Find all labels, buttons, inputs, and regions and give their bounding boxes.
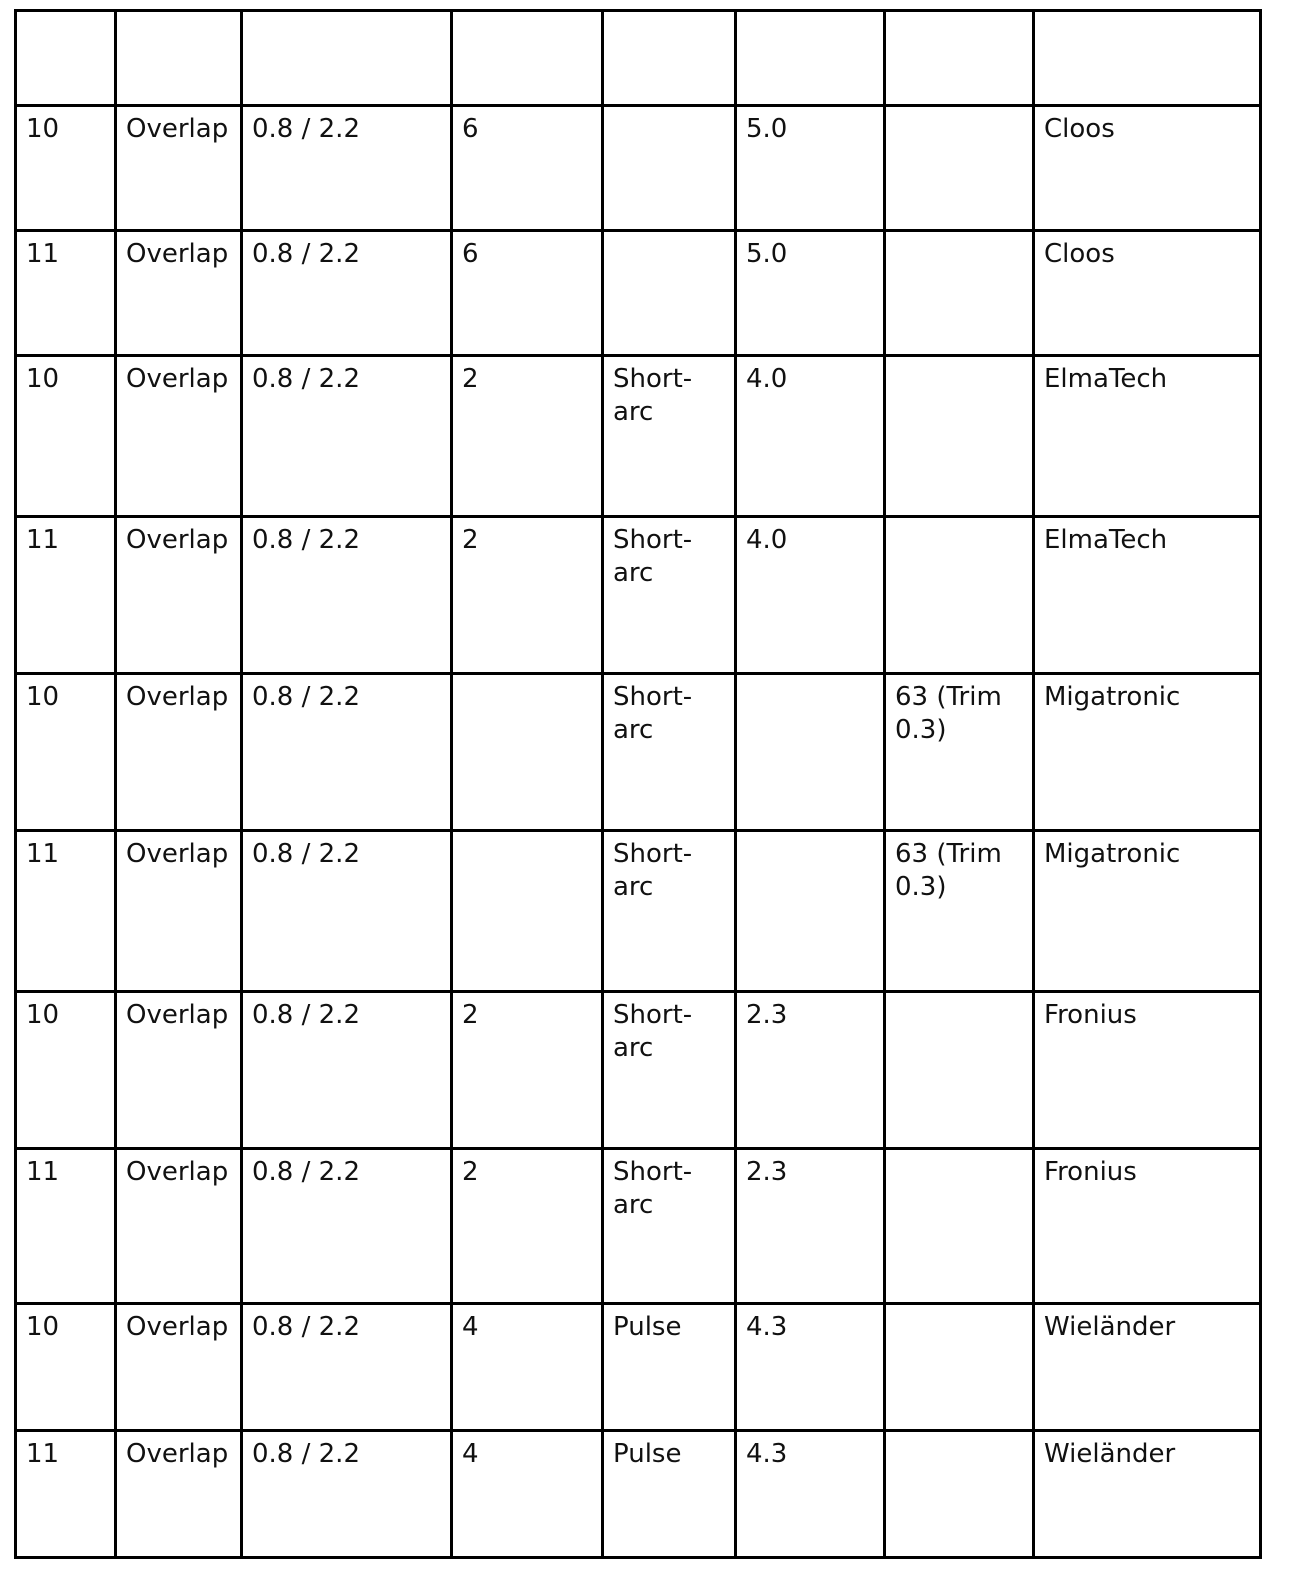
cell-manufacturer: Fronius <box>1034 992 1261 1149</box>
cell-thickness: 0.8 / 2.2 <box>242 106 452 231</box>
cell-manufacturer: Migatronic <box>1034 674 1261 831</box>
cell-program <box>885 106 1034 231</box>
cell-setting <box>452 674 603 831</box>
table-row <box>16 831 1261 992</box>
cell-manufacturer: Wieländer <box>1034 1304 1261 1431</box>
cell-program <box>885 356 1034 517</box>
header-cell <box>1034 11 1261 106</box>
table-row <box>16 1431 1261 1558</box>
cell-value: 5.0 <box>736 231 885 356</box>
cell-process <box>603 231 736 356</box>
data-table <box>14 9 1262 1559</box>
cell-thickness: 0.8 / 2.2 <box>242 1431 452 1558</box>
cell-process: Pulse <box>603 1431 736 1558</box>
cell-joint: Overlap <box>116 831 242 992</box>
header-cell <box>603 11 736 106</box>
header-row <box>16 11 1261 106</box>
cell-joint: Overlap <box>116 674 242 831</box>
cell-process: Pulse <box>603 1304 736 1431</box>
cell-value: 2.3 <box>736 992 885 1149</box>
cell-id: 10 <box>16 992 116 1149</box>
cell-thickness: 0.8 / 2.2 <box>242 231 452 356</box>
cell-program <box>885 231 1034 356</box>
cell-value: 5.0 <box>736 106 885 231</box>
cell-id: 11 <box>16 517 116 674</box>
cell-id: 11 <box>16 1431 116 1558</box>
cell-program <box>885 1431 1034 1558</box>
table-row <box>16 1304 1261 1431</box>
table-row <box>16 106 1261 231</box>
cell-thickness: 0.8 / 2.2 <box>242 831 452 992</box>
cell-manufacturer: ElmaTech <box>1034 356 1261 517</box>
cell-value: 4.3 <box>736 1304 885 1431</box>
cell-joint: Overlap <box>116 356 242 517</box>
cell-thickness: 0.8 / 2.2 <box>242 674 452 831</box>
cell-value: 2.3 <box>736 1149 885 1304</box>
cell-thickness: 0.8 / 2.2 <box>242 992 452 1149</box>
cell-setting: 6 <box>452 231 603 356</box>
header-cell <box>116 11 242 106</box>
table-row <box>16 674 1261 831</box>
header-cell <box>452 11 603 106</box>
cell-setting: 2 <box>452 517 603 674</box>
cell-id: 10 <box>16 1304 116 1431</box>
cell-thickness: 0.8 / 2.2 <box>242 517 452 674</box>
cell-manufacturer: Cloos <box>1034 231 1261 356</box>
table-row <box>16 356 1261 517</box>
cell-program: 63 (Trim 0.3) <box>885 674 1034 831</box>
cell-program <box>885 1149 1034 1304</box>
cell-value <box>736 831 885 992</box>
cell-thickness: 0.8 / 2.2 <box>242 1304 452 1431</box>
cell-joint: Overlap <box>116 231 242 356</box>
cell-process: Short-arc <box>603 1149 736 1304</box>
cell-setting: 4 <box>452 1431 603 1558</box>
cell-value: 4.0 <box>736 517 885 674</box>
cell-setting: 2 <box>452 356 603 517</box>
cell-id: 11 <box>16 831 116 992</box>
cell-process: Short-arc <box>603 831 736 992</box>
cell-manufacturer: Wieländer <box>1034 1431 1261 1558</box>
cell-id: 10 <box>16 356 116 517</box>
cell-setting: 2 <box>452 1149 603 1304</box>
cell-program: 63 (Trim 0.3) <box>885 831 1034 992</box>
table-row <box>16 517 1261 674</box>
cell-joint: Overlap <box>116 1431 242 1558</box>
table-row <box>16 1149 1261 1304</box>
cell-setting: 6 <box>452 106 603 231</box>
cell-setting <box>452 831 603 992</box>
cell-joint: Overlap <box>116 106 242 231</box>
cell-id: 11 <box>16 231 116 356</box>
cell-process: Short-arc <box>603 674 736 831</box>
header-cell <box>736 11 885 106</box>
table-row <box>16 992 1261 1149</box>
cell-value: 4.3 <box>736 1431 885 1558</box>
cell-joint: Overlap <box>116 992 242 1149</box>
cell-value <box>736 674 885 831</box>
cell-joint: Overlap <box>116 517 242 674</box>
cell-thickness: 0.8 / 2.2 <box>242 356 452 517</box>
header-cell <box>242 11 452 106</box>
cell-manufacturer: Cloos <box>1034 106 1261 231</box>
header-cell <box>16 11 116 106</box>
header-cell <box>885 11 1034 106</box>
cell-program <box>885 992 1034 1149</box>
cell-manufacturer: Migatronic <box>1034 831 1261 992</box>
cell-program <box>885 517 1034 674</box>
cell-program <box>885 1304 1034 1431</box>
cell-process <box>603 106 736 231</box>
cell-process: Short-arc <box>603 992 736 1149</box>
cell-joint: Overlap <box>116 1304 242 1431</box>
table-row <box>16 231 1261 356</box>
cell-joint: Overlap <box>116 1149 242 1304</box>
cell-process: Short-arc <box>603 356 736 517</box>
cell-setting: 4 <box>452 1304 603 1431</box>
cell-setting: 2 <box>452 992 603 1149</box>
cell-manufacturer: ElmaTech <box>1034 517 1261 674</box>
cell-process: Short-arc <box>603 517 736 674</box>
cell-thickness: 0.8 / 2.2 <box>242 1149 452 1304</box>
cell-id: 10 <box>16 106 116 231</box>
cell-id: 10 <box>16 674 116 831</box>
cell-value: 4.0 <box>736 356 885 517</box>
cell-id: 11 <box>16 1149 116 1304</box>
cell-manufacturer: Fronius <box>1034 1149 1261 1304</box>
